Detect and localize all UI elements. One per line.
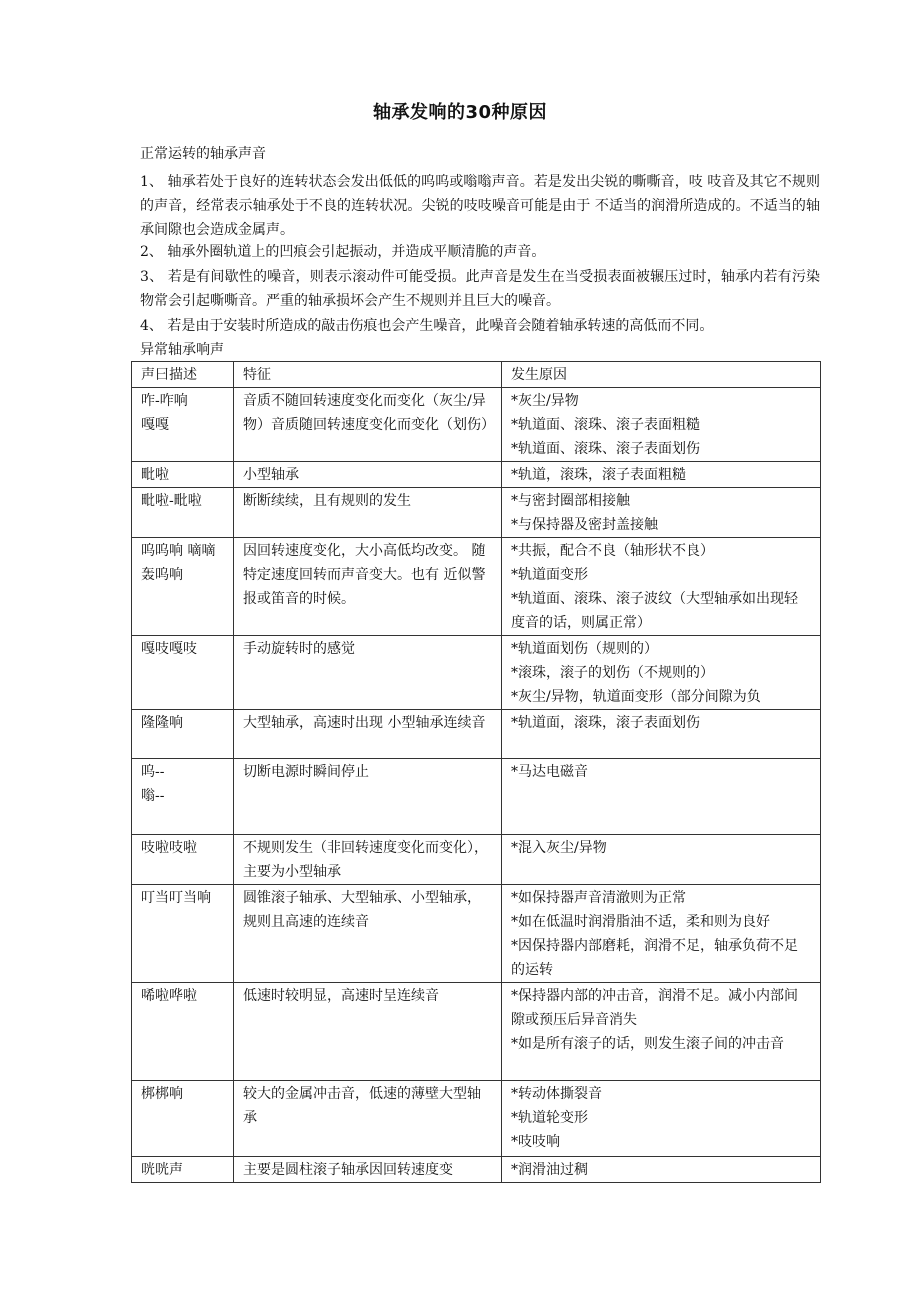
cause-line: *吱吱响 <box>511 1134 560 1150</box>
sound-cell <box>132 835 234 885</box>
feature-text: 低速时较明显，高速时呈连续音 <box>243 988 439 1004</box>
sound-line: 呜-- <box>141 764 165 780</box>
feature-cell <box>234 388 502 462</box>
table-header-row <box>132 362 821 388</box>
sound-line: 叮当叮当响 <box>141 890 211 906</box>
table-row <box>132 885 821 983</box>
sound-cell <box>132 983 234 1081</box>
cause-line: *灰尘/异物 <box>511 393 579 409</box>
sound-cell <box>132 710 234 759</box>
feature-cell <box>234 710 502 759</box>
cause-line: *轨道面、滚珠、滚子表面粗糙 <box>511 417 700 433</box>
sound-line: 嗡-- <box>141 788 165 804</box>
feature-cell <box>234 462 502 488</box>
sound-cell <box>132 885 234 983</box>
cause-cell <box>502 1081 821 1157</box>
sound-line: 呜呜响 嘀嘀 <box>141 543 216 559</box>
cause-line: *如在低温时润滑脂油不适，柔和则为良好 <box>511 914 770 930</box>
cause-line: *马达电磁音 <box>511 764 588 780</box>
bearing-noise-table <box>131 361 821 1183</box>
sound-line: 嘎吱嘎吱 <box>141 641 197 657</box>
cause-cell <box>502 1157 821 1183</box>
feature-cell <box>234 488 502 538</box>
cause-line: *轨道面、滚珠、滚子表面划伤 <box>511 441 700 457</box>
cause-line: *因保持器内部磨耗，润滑不足，轴承负荷不足的运转 <box>511 938 798 978</box>
header-sound: 声曰描述 <box>132 362 234 388</box>
sound-cell <box>132 488 234 538</box>
sound-line: 毗啦 <box>141 467 169 483</box>
cause-cell <box>502 983 821 1081</box>
cause-cell <box>502 885 821 983</box>
document-title: 轴承发响的30种原因 <box>372 102 548 123</box>
cause-line: *转动体撕裂音 <box>511 1086 602 1102</box>
cause-cell <box>502 538 821 636</box>
cause-line: *轨道面变形 <box>511 567 588 583</box>
sound-line: 唏啦哗啦 <box>141 988 197 1004</box>
cause-line: *轨道，滚珠，滚子表面粗糙 <box>511 467 686 483</box>
cause-line: *与密封圈部相接触 <box>511 493 630 509</box>
sound-line: 轰呜响 <box>141 567 183 583</box>
sound-cell <box>132 1157 234 1183</box>
feature-cell <box>234 983 502 1081</box>
sound-line: 吱啦吱啦 <box>141 840 197 856</box>
cause-cell <box>502 488 821 538</box>
feature-text: 较大的金属冲击音，低速的薄壁大型轴承 <box>243 1086 481 1126</box>
sound-cell <box>132 636 234 710</box>
feature-text: 手动旋转时的感觉 <box>243 641 355 657</box>
cause-line: *保持器内部的冲击音，润滑不足。减小内部间隙或预压后异音消失 <box>511 988 798 1028</box>
sound-line: 咣咣声 <box>141 1162 183 1178</box>
paragraph-1: 1、 轴承若处于良好的连转状态会发出低低的呜呜或嗡嗡声音。若是发出尖锐的嘶嘶音，吱 吱音及其它不规则的声音，经常表示轴承处于不良的连转状况。尖锐的吱吱噪音可能是由于 不适当的润滑所造成的。不适当的轴承间隙也会造成金属声。 <box>140 174 820 238</box>
table-row <box>132 462 821 488</box>
cause-line: *滚珠，滚子的划伤（不规则的） <box>511 665 714 681</box>
cause-line: *混入灰尘/异物 <box>511 840 607 856</box>
paragraph-4: 4、 若是由于安装时所造成的敲击伤痕也会产生噪音，此噪音会随着轴承转速的高低而不同。 <box>140 318 714 334</box>
feature-text: 圆锥滚子轴承、大型轴承、小型轴承，规则且高速的连续音 <box>243 890 481 930</box>
feature-cell <box>234 835 502 885</box>
paragraph-2: 2、 轴承外圈轨道上的凹痕会引起振动，并造成平顺清脆的声音。 <box>140 244 546 260</box>
cause-line: *如是所有滚子的话，则发生滚子间的冲击音 <box>511 1036 784 1052</box>
sound-line: 梆梆响 <box>141 1086 183 1102</box>
table-row <box>132 983 821 1081</box>
cause-cell <box>502 636 821 710</box>
cause-line: *与保持器及密封盖接触 <box>511 517 658 533</box>
cause-cell <box>502 759 821 835</box>
sound-cell <box>132 388 234 462</box>
cause-cell <box>502 710 821 759</box>
table-row <box>132 759 821 835</box>
cause-cell <box>502 835 821 885</box>
table-row <box>132 1157 821 1183</box>
feature-text: 主要是圆柱滚子轴承因回转速度变 <box>243 1162 453 1178</box>
paragraph-3: 3、 若是有间歇性的噪音，则表示滚动件可能受损。此声音是发生在当受损表面被辗压过时，轴承内若有污染物常会引起嘶嘶音。严重的轴承损坏会产生不规则并且巨大的噪音。 <box>140 269 820 309</box>
feature-text: 断断续续，且有规则的发生 <box>243 493 411 509</box>
sound-line: 咋-咋响 <box>141 393 188 409</box>
feature-cell <box>234 1081 502 1157</box>
feature-cell <box>234 759 502 835</box>
table-row <box>132 538 821 636</box>
cause-line: *如保持器声音清澈则为正常 <box>511 890 686 906</box>
cause-line: *共振，配合不良（轴形状不良） <box>511 543 714 559</box>
header-cause: 发生原因 <box>502 362 821 388</box>
cause-cell <box>502 462 821 488</box>
table-row <box>132 488 821 538</box>
table-row <box>132 636 821 710</box>
sound-cell <box>132 759 234 835</box>
cause-line: *灰尘/异物，轨道面变形（部分间隙为负 <box>511 689 761 705</box>
cause-line: *轨道轮变形 <box>511 1110 588 1126</box>
table-row <box>132 710 821 759</box>
cause-line: *轨道面、滚珠、滚子波纹（大型轴承如出现轻度音的话，则属正常） <box>511 591 798 631</box>
cause-cell <box>502 388 821 462</box>
feature-text: 音质不随回转速度变化而变化（灰尘/异物）音质随回转速度变化而变化（划伤） <box>243 393 495 433</box>
feature-cell <box>234 636 502 710</box>
feature-text: 切断电源时瞬间停止 <box>243 764 369 780</box>
cause-line: *轨道面，滚珠，滚子表面划伤 <box>511 715 700 731</box>
header-feature: 特征 <box>234 362 502 388</box>
sound-line: 嘎嘎 <box>141 417 169 433</box>
table-row <box>132 835 821 885</box>
cause-line: *轨道面划伤（规则的） <box>511 641 658 657</box>
cause-line: *润滑油过稠 <box>511 1162 588 1178</box>
feature-text: 大型轴承，高速时出现 小型轴承连续音 <box>243 715 486 731</box>
sound-cell <box>132 462 234 488</box>
section-heading-normal: 正常运转的轴承声音 <box>140 146 266 162</box>
table-row <box>132 388 821 462</box>
feature-text: 因回转速度变化，大小高低均改变。 随特定速度回转而声音变大。也有 近似警报或笛音的时候。 <box>243 543 486 607</box>
sound-line: 隆隆响 <box>141 715 183 731</box>
feature-text: 小型轴承 <box>243 467 299 483</box>
section-heading-abnormal: 异常轴承响声 <box>140 342 224 358</box>
sound-cell <box>132 1081 234 1157</box>
table-row <box>132 1081 821 1157</box>
feature-cell <box>234 885 502 983</box>
feature-cell <box>234 1157 502 1183</box>
sound-line: 毗啦-毗啦 <box>141 493 202 509</box>
feature-cell <box>234 538 502 636</box>
feature-text: 不规则发生（非回转速度变化而变化），主要为小型轴承 <box>243 840 488 880</box>
sound-cell <box>132 538 234 636</box>
